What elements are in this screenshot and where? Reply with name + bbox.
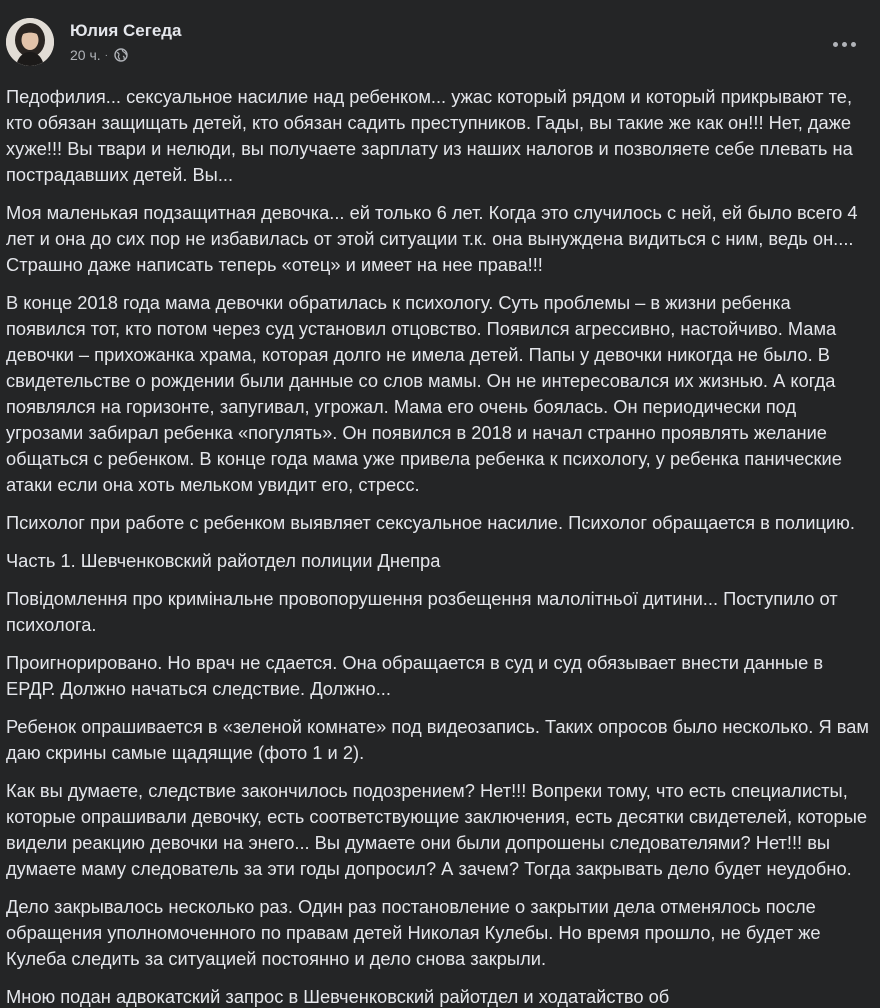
post-paragraph: Дело закрывалось несколько раз. Один раз постановление о закрытии дела отменялось после обращения уполномоченного по правам детей Николая Кулебы. Но время прошло, не будет же Кулеба следить за ситуацией постоянно и дело снова закрыли. xyxy=(6,896,821,969)
post-paragraph: Психолог при работе с ребенком выявляет сексуальное насилие. Психолог обращается в полицию. xyxy=(6,512,855,533)
post-paragraph: Проигнорировано. Но врач не сдается. Она обращается в суд и суд обязывает внести данные в ЕРДР. Должно начаться следствие. Должно... xyxy=(6,652,824,699)
more-horizontal-icon[interactable] xyxy=(826,26,862,62)
post-paragraph: Повідомлення про кримінальне провопорушення розбещення малолітньої дитини... Поступило от психолога. xyxy=(6,588,838,635)
author-name[interactable]: Юлия Сегеда xyxy=(70,21,182,40)
post-paragraph: Как вы думаете, следствие закончилось подозрением? Нет!!! Вопреки тому, что есть специалисты, которые опрашивали девочку, есть соответствующие заключения, есть десятки свидетелей, которые видели реакцию девочки на энего... Вы думаете они были допрошены следователями? Нет!!! вы думаете маму следователь за эти годы допросил? А зачем? Тогда закрывать дело будет неудобно. xyxy=(6,780,868,879)
post-paragraph: Педофилия... сексуальное насилие над ребенком... ужас который рядом и который прикрывают те, кто обязан защищать детей, кто обязан садить преступников. Гады, вы такие же как он!!! Нет, даже хуже!!! Вы твари и нелюди, вы получаете зарплату из наших налогов и позволяете себе плевать на пострадавших детей. Вы... xyxy=(6,86,853,185)
post-paragraph: Мною подан адвокатский запрос в Шевченковский райотдел и ходатайство об xyxy=(6,986,670,1007)
post-paragraph: Ребенок опрашивается в «зеленой комнате» под видеозапись. Таких опросов было несколько. Я вам даю скрины самые щадящие (фото 1 и 2). xyxy=(6,716,869,763)
post-paragraph: Моя маленькая подзащитная девочка... ей только 6 лет. Когда это случилось с ней, ей было всего 4 лет и она до сих пор не избавилась от этой ситуации т.к. она вынуждена видиться с ним, ведь он.... Страшно даже написать теперь «отец» и имеет на нее права!!! xyxy=(6,202,858,275)
post-paragraph: Часть 1. Шевченковский райотдел полиции Днепра xyxy=(6,550,441,571)
globe-icon[interactable] xyxy=(114,48,128,62)
post-text xyxy=(6,84,870,1008)
post-time[interactable]: 20 ч. xyxy=(70,47,101,63)
avatar[interactable] xyxy=(6,18,54,66)
post-meta xyxy=(70,47,128,63)
avatar-photo xyxy=(6,18,54,66)
post-header xyxy=(0,0,880,80)
meta-separator: · xyxy=(104,49,108,61)
post-paragraph: В конце 2018 года мама девочки обратилась к психологу. Суть проблемы – в жизни ребенка появился тот, кто потом через суд установил отцовство. Появился агрессивно, настойчиво. Мама девочки – прихожанка храма, которая долго не имела детей. Папы у девочки никогда не было. В свидетельстве о рождении были данные со слов мамы. Он не интересовался их жизнью. А когда появлялся на горизонте, запугивал, угрожал. Мама его очень боялась. Он периодически под угрозами забирал ребенка «погулять». Он появился в 2018 и начал странно проявлять желание общаться с ребенком. В конце года мама уже привела ребенка к психологу, у ребенка панические атаки если она хоть мельком увидит его, стресс. xyxy=(6,292,842,495)
